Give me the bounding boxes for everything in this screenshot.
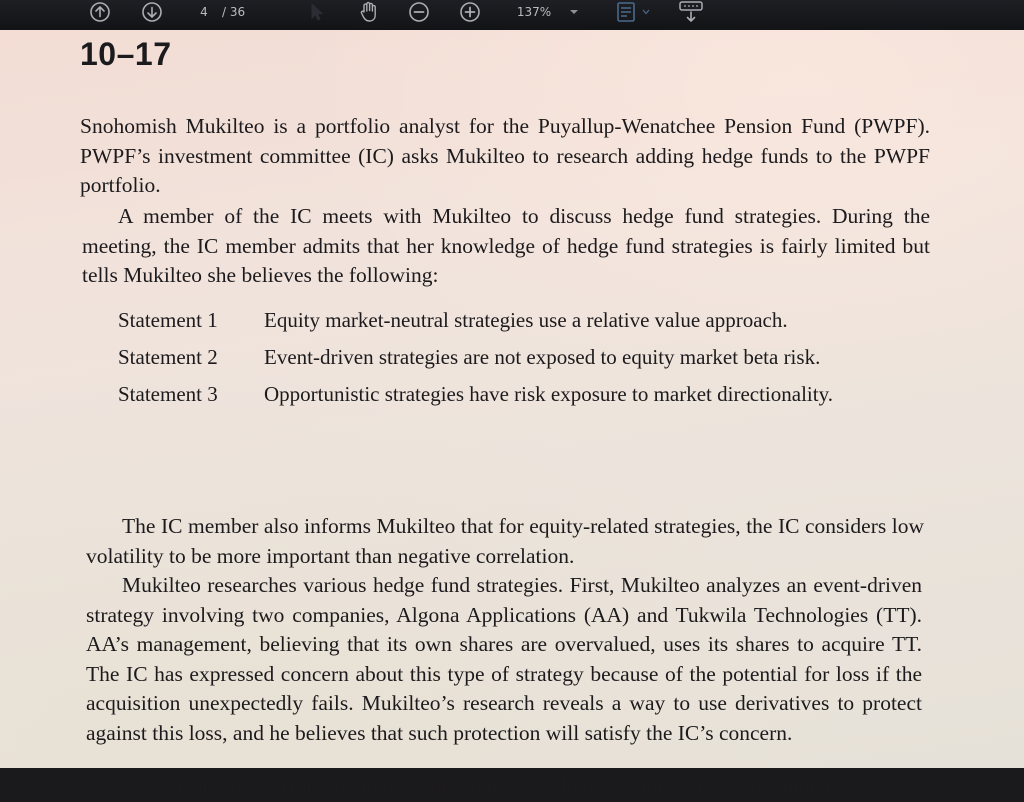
- statement-1: [118, 306, 918, 335]
- paragraph-event-driven: Mukilteo researches various hedge fund strategies. First, Mukilteo analyzes an event-driven strategy involving two companies, Algona Applications (AA) and Tukwila Technologies (TT). AA’s management, believing that its own shares are overvalued, uses its shares to acquire TT. The IC has expressed concern about this type of strategy because of the potential for loss if the acquisition unexpectedly fails. Mukilteo’s research reveals a way to use derivatives to protect against this loss, and he believes that such protection will satisfy the IC’s concern.: [86, 573, 922, 745]
- page-total: / 36: [222, 5, 246, 19]
- viewer-toolbar: [0, 0, 1024, 30]
- statement-label: Statement 1: [118, 308, 218, 332]
- previous-page-button[interactable]: [86, 0, 114, 24]
- paragraph-intro: Snohomish Mukilteo is a portfolio analyst for the Puyallup-Wenatchee Pension Fund (PWPF). PWPF’s investment committee (IC) asks Mukilteo to research adding hedge funds to the PWPF portfolio.: [80, 114, 930, 197]
- statement-2: [118, 343, 918, 372]
- paragraph-relative-value: Next, while researching relative value strategies, Mukilteo considers a government: [124, 774, 837, 798]
- statement-text: Opportunistic strategies have risk exposure to market directionality.: [264, 382, 833, 406]
- statement-text: Event-driven strategies are not exposed to equity market beta risk.: [264, 345, 821, 369]
- current-page: 4: [200, 5, 208, 19]
- page-number-input[interactable]: [196, 0, 212, 24]
- download-icon: [678, 0, 704, 24]
- download-button[interactable]: [676, 0, 706, 24]
- zoom-level: 137%: [516, 5, 552, 19]
- statement-label: Statement 3: [118, 382, 218, 406]
- chevron-down-icon: [569, 8, 579, 16]
- statement-text: Equity market-neutral strategies use a relative value approach.: [264, 308, 788, 332]
- fit-page-button[interactable]: [612, 0, 652, 24]
- zoom-in-button[interactable]: [456, 0, 484, 24]
- statement-label: Statement 2: [118, 345, 218, 369]
- cursor-arrow-icon: [310, 3, 324, 21]
- statement-3: [118, 380, 918, 409]
- arrow-down-circle-icon: [141, 1, 163, 23]
- statements-list: [118, 306, 918, 417]
- chapter-number: 10–17: [80, 36, 172, 72]
- hand-tool-button[interactable]: [355, 0, 383, 24]
- zoom-out-button[interactable]: [405, 0, 433, 24]
- fit-page-icon: [614, 0, 638, 24]
- paragraph-ic-member: A member of the IC meets with Mukilteo to discuss hedge fund strategies. During the meeting, the IC member admits that her knowledge of hedge fund strategies is fairly limited but tells Mukilteo she believes the following:: [82, 204, 930, 287]
- fit-dropdown-icon: [642, 9, 650, 15]
- arrow-up-circle-icon: [89, 1, 111, 23]
- zoom-in-icon: [459, 1, 481, 23]
- paragraph-volatility: The IC member also informs Mukilteo that for equity-related strategies, the IC considers low volatility to be more important than negative correlation.: [86, 514, 924, 568]
- document-page: [0, 30, 1024, 798]
- zoom-out-icon: [408, 1, 430, 23]
- zoom-level-select[interactable]: [506, 0, 590, 24]
- hand-tool-icon: [357, 0, 381, 24]
- next-page-button[interactable]: [138, 0, 166, 24]
- select-tool-button[interactable]: [306, 0, 328, 24]
